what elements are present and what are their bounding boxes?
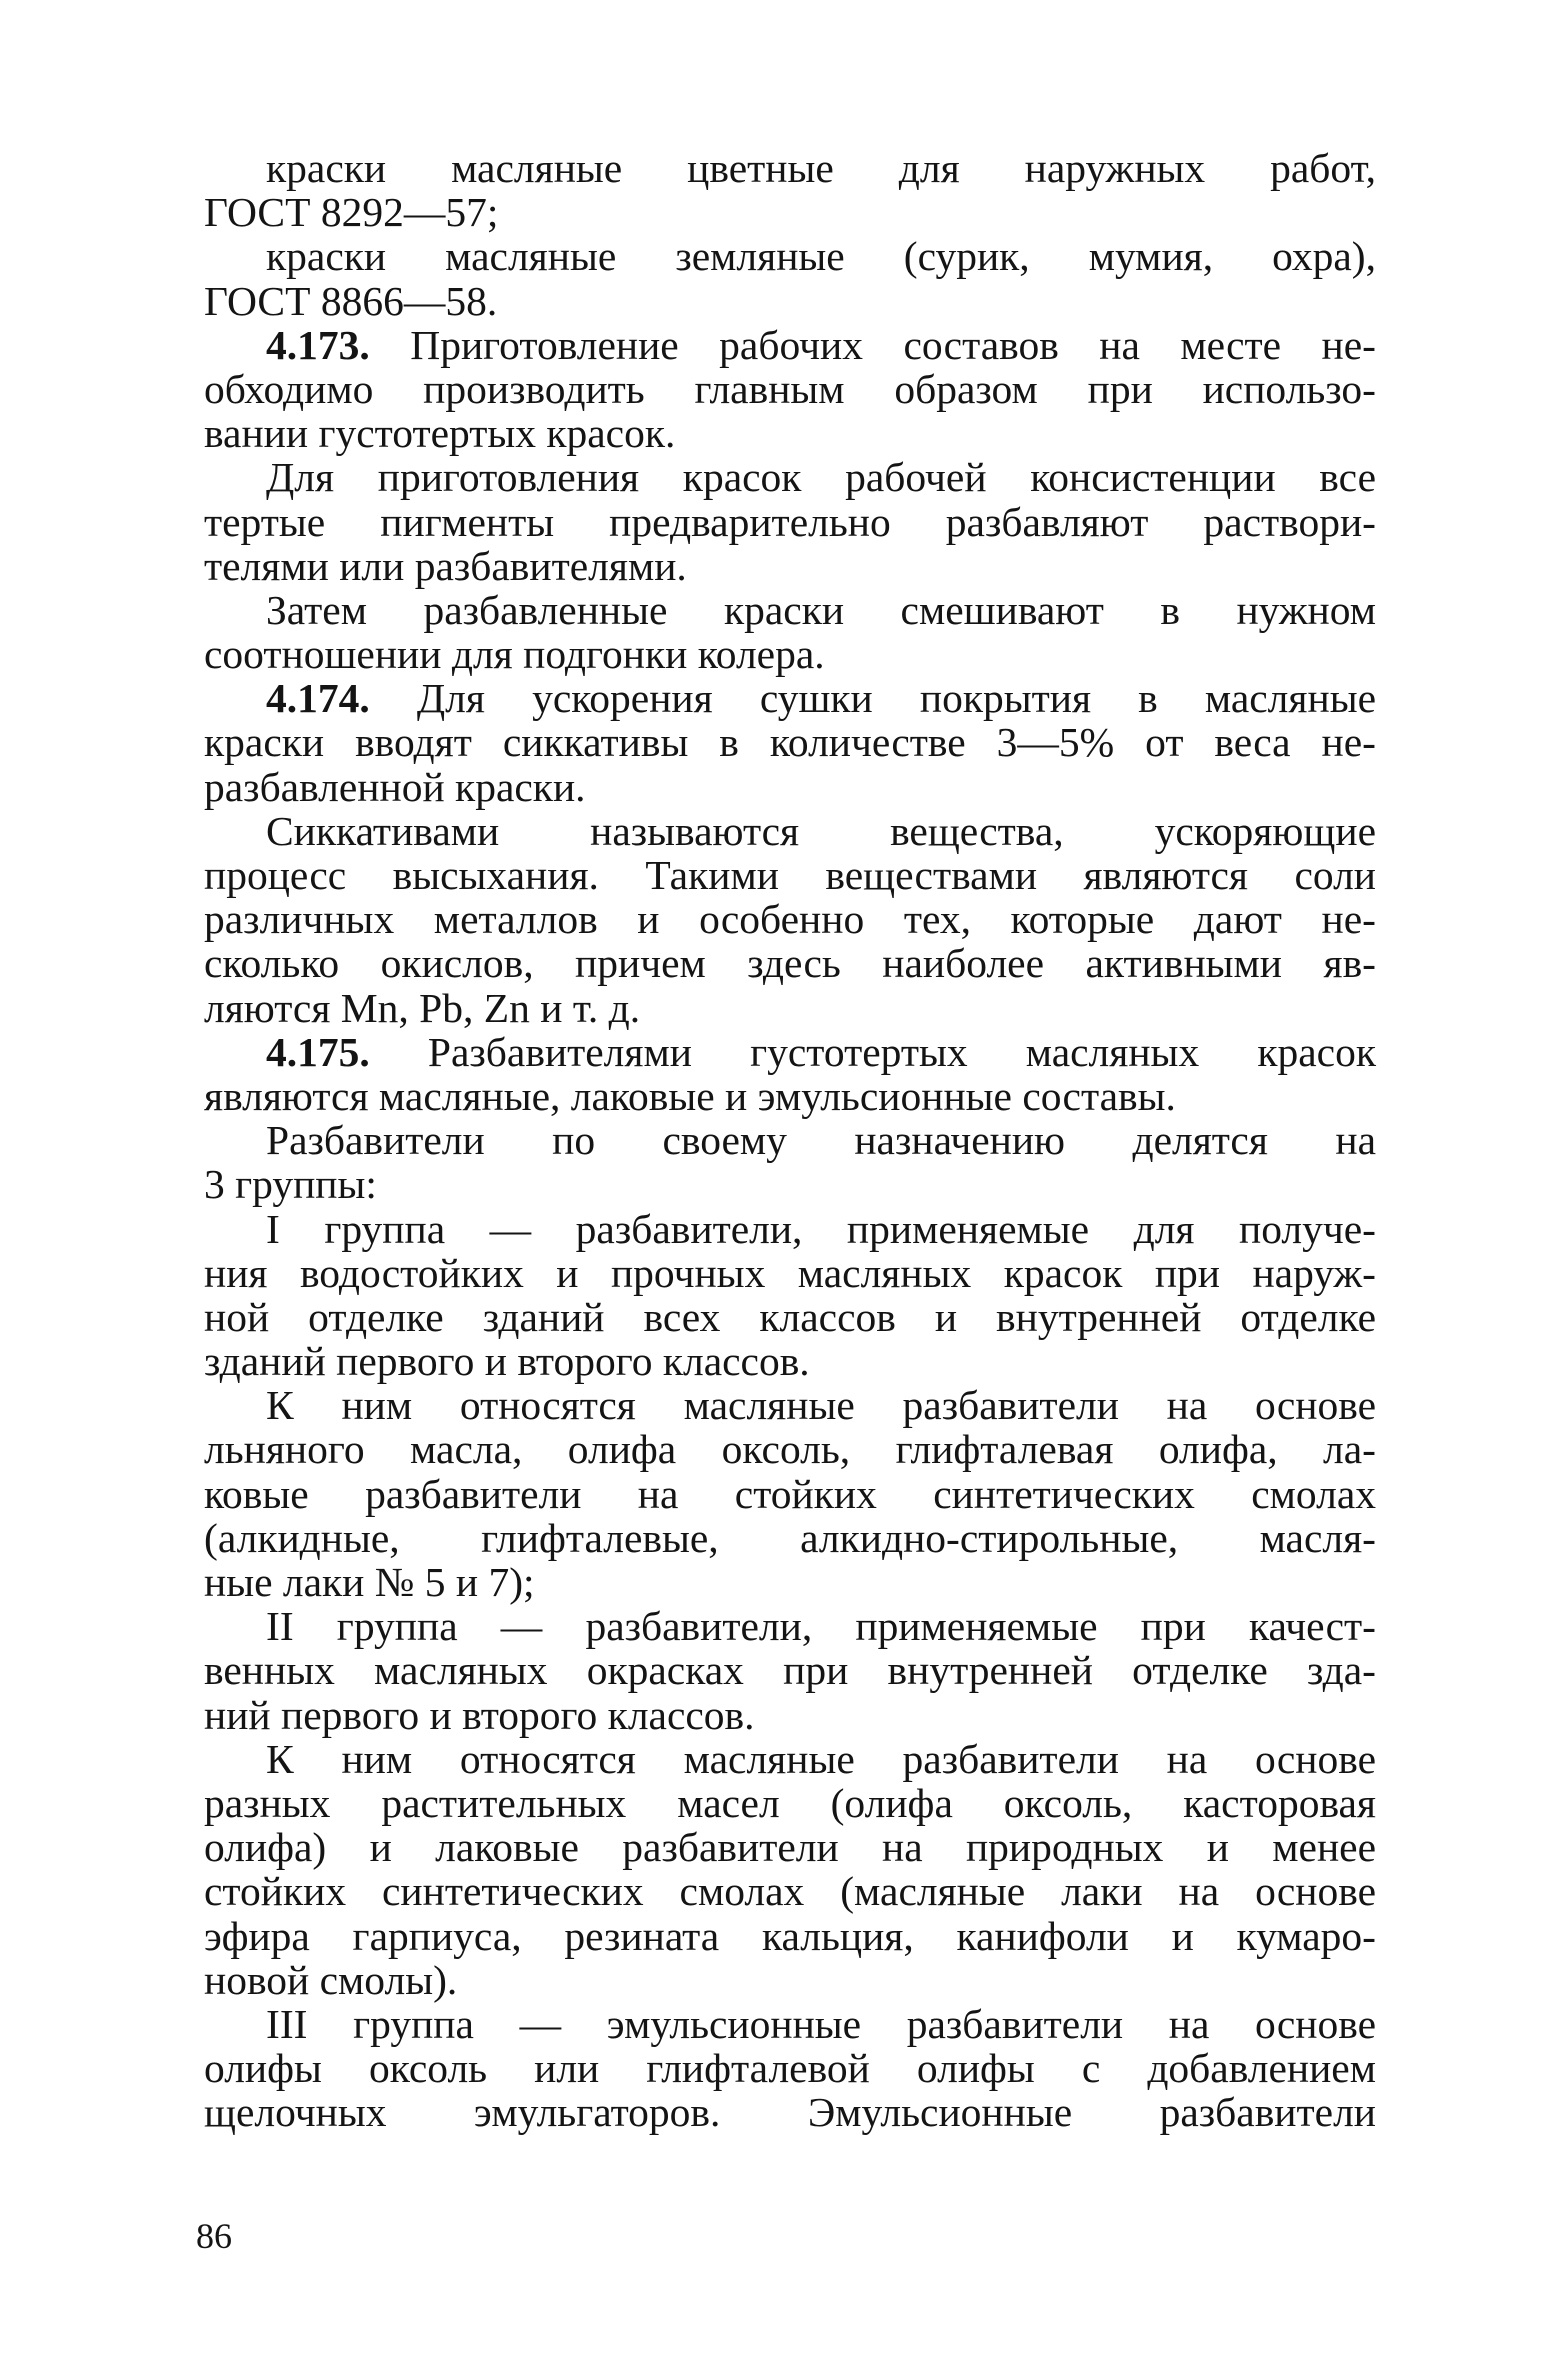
- text-line: (алкидные, глифталевые, алкидно-стирольные, масля-: [204, 1514, 1376, 1561]
- text-line: являются масляные, лаковые и эмульсионные составы.: [204, 1072, 1176, 1119]
- text-line: ковые разбавители на стойких синтетических смолах: [204, 1470, 1376, 1517]
- paragraph: [204, 809, 1376, 1030]
- paragraph: [204, 1737, 1376, 2002]
- paragraph: [204, 1383, 1376, 1604]
- section-4-173: [204, 323, 1376, 456]
- text-line: соотношении для подгонки колера.: [204, 631, 825, 678]
- text-line: щелочных эмульгаторов. Эмульсионные разбавители: [204, 2089, 1376, 2136]
- text-line: краски масляные земляные (сурик, мумия, охра),: [266, 233, 1376, 280]
- text-line: [204, 676, 1376, 720]
- text-line: эфира гарпиуса, резината кальция, канифоли и кумаро-: [204, 1912, 1376, 1959]
- paragraph-paint-list-item-1: [204, 146, 1376, 234]
- text-line: ГОСТ 8866—58.: [204, 277, 498, 324]
- text-line: I группа — разбавители, применяемые для получе-: [266, 1205, 1376, 1252]
- text-line: краски вводят сиккативы в количестве 3—5% от веса не-: [204, 719, 1376, 766]
- paragraph-group-3: [204, 2002, 1376, 2135]
- page-number: 86: [196, 2216, 232, 2256]
- text-column: [204, 146, 1376, 2134]
- text-line: разных растительных масел (олифа оксоль, касторовая: [204, 1779, 1376, 1826]
- text-line: Сиккативами называются вещества, ускоряющие: [266, 807, 1376, 854]
- paragraph-group-1: [204, 1207, 1376, 1384]
- text-line: льняного масла, олифа оксоль, глифталевая олифа, ла-: [204, 1426, 1376, 1473]
- text-line: III группа — эмульсионные разбавители на основе: [266, 2000, 1376, 2047]
- text-line: ной отделке зданий всех классов и внутренней отделке: [204, 1293, 1376, 1340]
- text-line: К ним относятся масляные разбавители на основе: [266, 1382, 1376, 1429]
- text-line: ные лаки № 5 и 7);: [204, 1559, 535, 1605]
- text-line: обходимо производить главным образом при использо-: [204, 365, 1376, 412]
- text-line: К ним относятся масляные разбавители на основе: [266, 1735, 1376, 1782]
- section-number: 4.173.: [266, 321, 370, 368]
- text-line: вании густотертых красок.: [204, 410, 676, 457]
- section-4-175: [204, 1030, 1376, 1118]
- text-fragment: Разбавителями густотертых масляных красок: [369, 1028, 1376, 1075]
- paragraph-group-2: [204, 1604, 1376, 1737]
- section-number: 4.174.: [266, 675, 370, 722]
- paragraph-paint-list-item-2: [204, 234, 1376, 322]
- text-line: Для приготовления красок рабочей консистенции все: [266, 454, 1376, 501]
- paragraph: [204, 1118, 1376, 1206]
- text-line: ний первого и второго классов.: [204, 1691, 755, 1738]
- text-line: телями или разбавителями.: [204, 542, 687, 589]
- text-line: зданий первого и второго классов.: [204, 1338, 810, 1385]
- text-line: процесс высыхания. Такими веществами являются соли: [204, 852, 1376, 898]
- paragraph: [204, 588, 1376, 676]
- text-line: новой смолы).: [204, 1956, 458, 2003]
- text-line: стойких синтетических смолах (масляные лаки на основе: [204, 1868, 1376, 1915]
- section-4-174: [204, 676, 1376, 809]
- text-line: Разбавители по своему назначению делятся на: [266, 1117, 1376, 1164]
- text-line: ГОСТ 8292—57;: [204, 189, 499, 236]
- text-line: [204, 323, 1376, 367]
- text-line: [204, 1030, 1376, 1074]
- text-line: олифа) и лаковые разбавители на природных и менее: [204, 1824, 1376, 1871]
- text-line: II группа — разбавители, применяемые при качест-: [266, 1603, 1376, 1650]
- text-line: ляются Mn, Pb, Zn и т. д.: [204, 984, 641, 1031]
- text-line: олифы оксоль или глифталевой олифы с добавлением: [204, 2045, 1376, 2092]
- text-line: тертые пигменты предварительно разбавляют раствори-: [204, 498, 1376, 545]
- text-line: различных металлов и особенно тех, которые дают не-: [204, 896, 1376, 943]
- paragraph: [204, 455, 1376, 588]
- text-line: венных масляных окрасках при внутренней отделке зда-: [204, 1647, 1376, 1694]
- text-fragment: Для ускорения сушки покрытия в масляные: [369, 675, 1376, 722]
- section-number: 4.175.: [266, 1028, 370, 1075]
- text-line: краски масляные цветные для наружных работ,: [266, 145, 1376, 191]
- text-line: Затем разбавленные краски смешивают в нужном: [266, 586, 1376, 633]
- text-fragment: Приготовление рабочих составов на месте не-: [369, 321, 1376, 368]
- text-line: разбавленной краски.: [204, 763, 586, 810]
- text-line: ния водостойких и прочных масляных красок при наруж-: [204, 1249, 1376, 1296]
- text-line: сколько окислов, причем здесь наиболее активными яв-: [204, 940, 1376, 987]
- text-line: 3 группы:: [204, 1161, 377, 1208]
